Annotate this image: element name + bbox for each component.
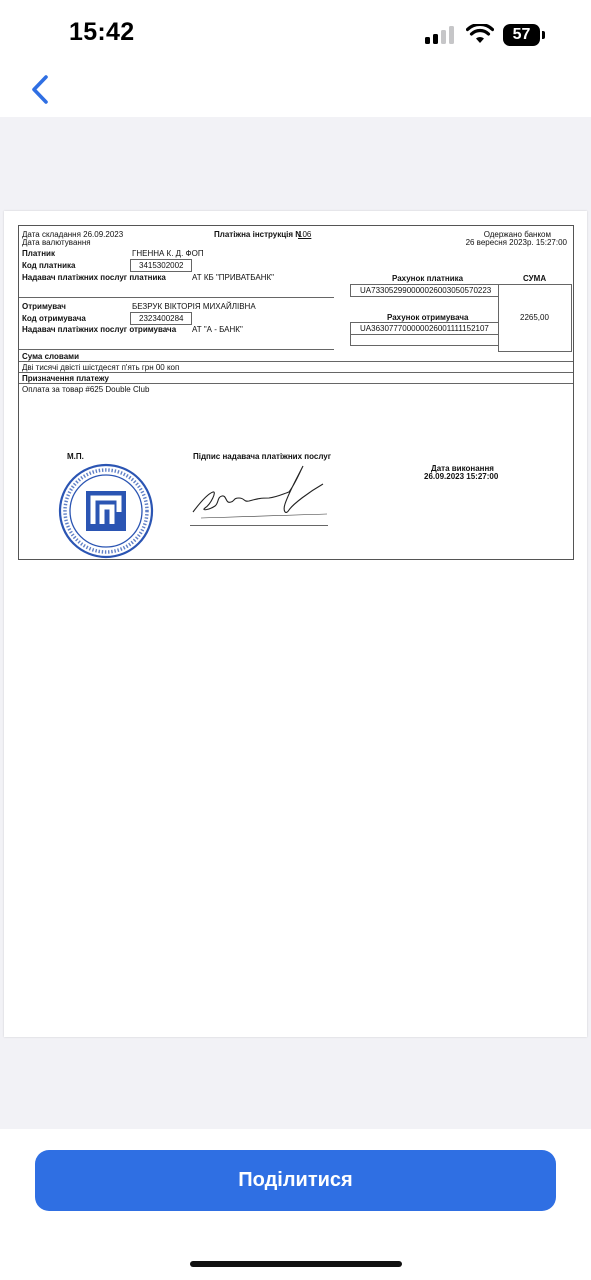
battery-tip [542,31,545,39]
recipient-label: Отримувач [22,302,66,311]
recipient-name: БЕЗРУК ВІКТОРІЯ МИХАЙЛІВНА [132,302,256,311]
amount-label: СУМА [523,274,547,283]
battery-icon: 57 [503,24,540,46]
recipient-provider-label: Надавач платіжних послуг отримувача [22,325,177,334]
doc-title: Платіжна інструкція N [214,230,302,239]
exec-date-label: Дата виконання [431,464,494,473]
payer-code: 3415302002 [139,261,184,270]
received-date: 26 вересня 2023р. 15:27:00 [465,238,567,247]
recipient-account: UA363077700000026001111152107 [360,324,489,333]
payer-account-label: Рахунок платника [392,274,464,283]
bank-stamp-icon [57,462,155,560]
nav-bar [0,70,591,117]
wifi-icon [466,24,494,44]
signature-line [190,525,328,526]
date-created: Дата складання 26.09.2023 [22,230,124,239]
payer-divider [19,297,334,298]
purpose-divider [19,383,573,384]
sum-words: Дві тисячі двісті шістдесят п'ять грн 00 коп [22,363,180,372]
signature-icon [189,464,329,524]
purpose-label: Призначення платежу [22,374,110,383]
recipient-extra-box [350,334,499,346]
exec-date: 26.09.2023 15:27:00 [424,472,499,481]
payer-account: UA733052990000026003050570223 [360,286,492,295]
signature-label: Підпис надавача платіжних послуг [193,452,332,461]
status-bar [0,0,591,70]
recipient-bank: АТ "А - БАНК" [192,325,243,334]
recipient-code-label: Код отримувача [22,314,86,323]
amount: 2265,00 [520,313,549,322]
payer-code-label: Код платника [22,261,76,270]
payer-provider-label: Надавач платіжних послуг платника [22,273,166,282]
document-page [4,211,587,1037]
payer-bank: АТ КБ "ПРИВАТБАНК" [192,273,274,282]
home-indicator [190,1261,402,1267]
recipient-divider [19,349,334,350]
share-button[interactable]: Поділитися [35,1150,556,1211]
date-value: Дата валютування [22,238,91,247]
received-label: Одержано банком [483,230,551,239]
doc-number: 106 [298,230,312,239]
payer-label: Платник [22,249,55,258]
document-viewer[interactable] [0,117,591,1129]
payment-instruction [18,225,574,560]
purpose: Оплата за товар #625 Double Club [22,385,150,394]
sum-words-divider-bottom [19,372,573,373]
recipient-code: 2323400284 [139,314,184,323]
recipient-account-label: Рахунок отримувача [387,313,469,322]
stamp-label: М.П. [67,452,84,461]
bottom-bar [0,1129,591,1280]
sum-words-divider-top [19,361,573,362]
sum-words-label: Сума словами [22,352,80,361]
back-chevron-icon[interactable] [20,70,60,110]
payer-name: ГНЕННА К. Д. ФОП [132,249,204,258]
cellular-signal-icon [425,26,457,44]
status-time: 15:42 [69,18,135,46]
